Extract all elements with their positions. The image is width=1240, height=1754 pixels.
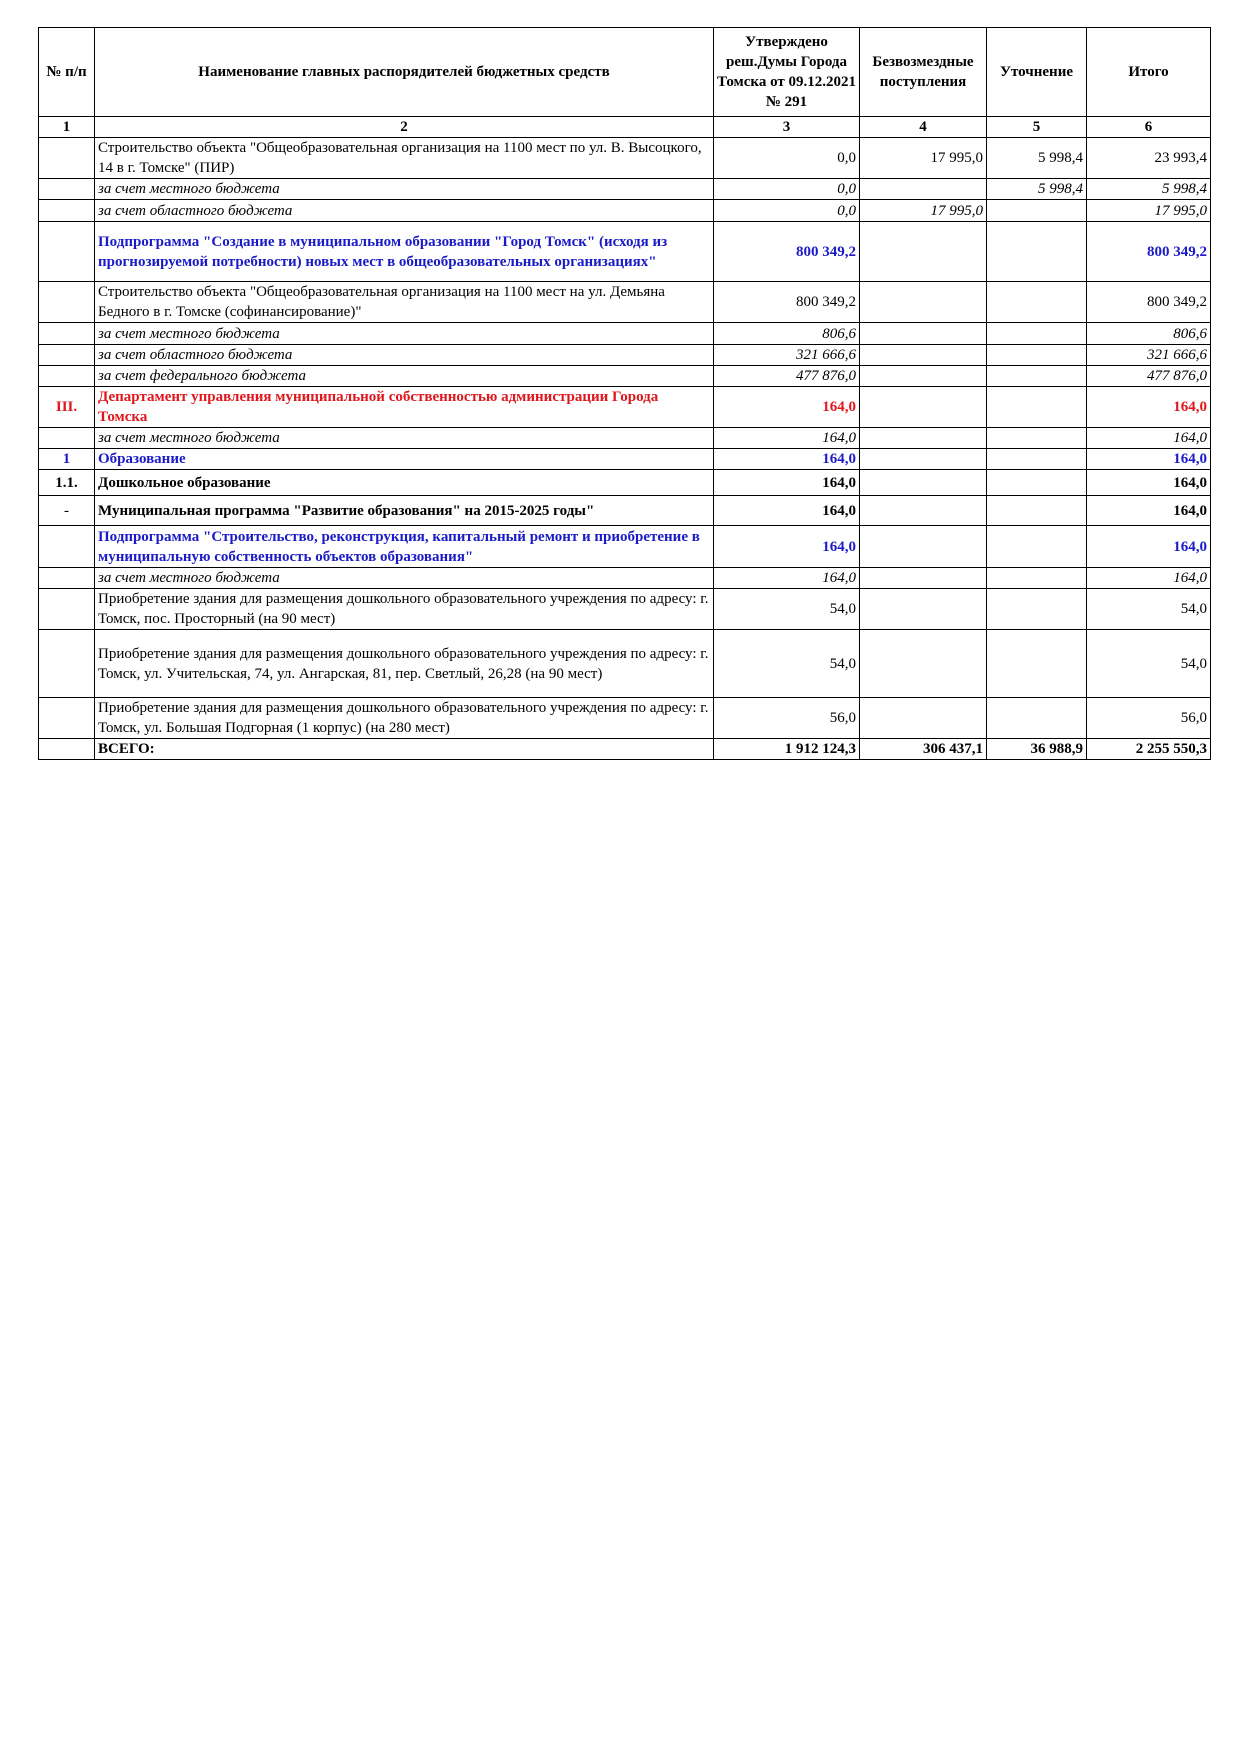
row-approved-value: 54,0: [714, 630, 860, 698]
row-approved-value: 806,6: [714, 323, 860, 345]
row-total-value: 800 349,2: [1087, 282, 1211, 323]
row-number: [39, 282, 95, 323]
row-total-value: 54,0: [1087, 630, 1211, 698]
header-col-free: Безвозмездные поступления: [860, 28, 987, 117]
row-free-value: 17 995,0: [860, 200, 987, 222]
row-number: [39, 589, 95, 630]
header-col-no: № п/п: [39, 28, 95, 117]
row-clarification-value: 5 998,4: [987, 138, 1087, 179]
column-index: 3: [714, 117, 860, 138]
table-row: [39, 526, 1211, 568]
row-number: [39, 345, 95, 366]
row-approved-value: 164,0: [714, 428, 860, 449]
header-row: [39, 28, 1211, 117]
row-name: Приобретение здания для размещения дошкольного образовательного учреждения по адресу: г. Томск, ул. Большая Подгорная (1 корпус) (на 280 мест): [95, 698, 714, 739]
row-clarification-value: 36 988,9: [987, 739, 1087, 760]
table-row: [39, 739, 1211, 760]
row-name: Приобретение здания для размещения дошкольного образовательного учреждения по адресу: г. Томск, ул. Учительская, 74, ул. Ангарская, 81, пер. Светлый, 26,28 (на 90 мест): [95, 630, 714, 698]
column-index: 2: [95, 117, 714, 138]
row-name: за счет федерального бюджета: [95, 366, 714, 387]
row-free-value: [860, 428, 987, 449]
row-free-value: [860, 387, 987, 428]
header-col-name: Наименование главных распорядителей бюджетных средств: [95, 28, 714, 117]
row-clarification-value: [987, 630, 1087, 698]
table-row: [39, 387, 1211, 428]
row-approved-value: 0,0: [714, 138, 860, 179]
row-free-value: [860, 282, 987, 323]
table-row: [39, 428, 1211, 449]
column-index: 4: [860, 117, 987, 138]
table-row: [39, 179, 1211, 200]
row-approved-value: 800 349,2: [714, 222, 860, 282]
row-number: [39, 323, 95, 345]
row-free-value: [860, 222, 987, 282]
table-body: [39, 138, 1211, 760]
row-total-value: 23 993,4: [1087, 138, 1211, 179]
row-number: 1.1.: [39, 470, 95, 496]
row-clarification-value: [987, 568, 1087, 589]
row-free-value: [860, 366, 987, 387]
row-number: III.: [39, 387, 95, 428]
row-total-value: 164,0: [1087, 449, 1211, 470]
table-row: [39, 345, 1211, 366]
row-approved-value: 164,0: [714, 449, 860, 470]
row-free-value: [860, 526, 987, 568]
row-total-value: 5 998,4: [1087, 179, 1211, 200]
table-row: [39, 470, 1211, 496]
row-total-value: 164,0: [1087, 470, 1211, 496]
row-total-value: 800 349,2: [1087, 222, 1211, 282]
row-number: [39, 428, 95, 449]
header-col-clarification: Уточнение: [987, 28, 1087, 117]
table-row: [39, 366, 1211, 387]
row-name: за счет областного бюджета: [95, 345, 714, 366]
row-name: за счет местного бюджета: [95, 179, 714, 200]
row-total-value: 56,0: [1087, 698, 1211, 739]
column-index-row: [39, 117, 1211, 138]
table-row: [39, 138, 1211, 179]
row-total-value: 164,0: [1087, 496, 1211, 526]
row-clarification-value: [987, 496, 1087, 526]
row-number: [39, 739, 95, 760]
row-approved-value: 54,0: [714, 589, 860, 630]
row-clarification-value: [987, 282, 1087, 323]
row-name: ВСЕГО:: [95, 739, 714, 760]
row-total-value: 806,6: [1087, 323, 1211, 345]
table-row: [39, 496, 1211, 526]
header-col-total: Итого: [1087, 28, 1211, 117]
row-number: [39, 179, 95, 200]
row-clarification-value: [987, 449, 1087, 470]
row-number: [39, 366, 95, 387]
row-total-value: 54,0: [1087, 589, 1211, 630]
table-row: [39, 449, 1211, 470]
row-name: Департамент управления муниципальной собственностью администрации Города Томска: [95, 387, 714, 428]
row-name: Подпрограмма "Строительство, реконструкция, капитальный ремонт и приобретение в муниципальную собственность объектов образования": [95, 526, 714, 568]
row-free-value: [860, 345, 987, 366]
row-approved-value: 0,0: [714, 200, 860, 222]
row-free-value: [860, 323, 987, 345]
row-free-value: 306 437,1: [860, 739, 987, 760]
row-clarification-value: [987, 323, 1087, 345]
row-free-value: [860, 470, 987, 496]
row-number: [39, 698, 95, 739]
row-approved-value: 164,0: [714, 387, 860, 428]
row-approved-value: 0,0: [714, 179, 860, 200]
budget-table: [38, 27, 1211, 760]
row-free-value: [860, 568, 987, 589]
row-name: Дошкольное образование: [95, 470, 714, 496]
table-row: [39, 323, 1211, 345]
row-clarification-value: [987, 222, 1087, 282]
row-name: Строительство объекта "Общеобразовательная организация на 1100 мест по ул. В. Высоцкого, 14 в г. Томске" (ПИР): [95, 138, 714, 179]
row-clarification-value: [987, 470, 1087, 496]
row-name: за счет местного бюджета: [95, 323, 714, 345]
row-approved-value: 164,0: [714, 526, 860, 568]
row-free-value: [860, 449, 987, 470]
row-total-value: 477 876,0: [1087, 366, 1211, 387]
row-approved-value: 800 349,2: [714, 282, 860, 323]
row-clarification-value: [987, 589, 1087, 630]
row-free-value: [860, 496, 987, 526]
row-name: за счет местного бюджета: [95, 568, 714, 589]
row-clarification-value: [987, 387, 1087, 428]
table-row: [39, 282, 1211, 323]
column-index: 5: [987, 117, 1087, 138]
column-index: 6: [1087, 117, 1211, 138]
row-clarification-value: [987, 526, 1087, 568]
row-number: [39, 200, 95, 222]
row-approved-value: 56,0: [714, 698, 860, 739]
row-clarification-value: [987, 428, 1087, 449]
row-approved-value: 1 912 124,3: [714, 739, 860, 760]
row-number: [39, 630, 95, 698]
table-row: [39, 200, 1211, 222]
row-name: Муниципальная программа "Развитие образования" на 2015-2025 годы": [95, 496, 714, 526]
row-free-value: 17 995,0: [860, 138, 987, 179]
table-row: [39, 589, 1211, 630]
row-approved-value: 164,0: [714, 496, 860, 526]
table-row: [39, 568, 1211, 589]
row-clarification-value: [987, 345, 1087, 366]
row-free-value: [860, 589, 987, 630]
row-approved-value: 164,0: [714, 470, 860, 496]
row-approved-value: 321 666,6: [714, 345, 860, 366]
row-total-value: 17 995,0: [1087, 200, 1211, 222]
row-clarification-value: [987, 698, 1087, 739]
row-total-value: 164,0: [1087, 568, 1211, 589]
row-total-value: 321 666,6: [1087, 345, 1211, 366]
row-number: [39, 568, 95, 589]
row-name: Приобретение здания для размещения дошкольного образовательного учреждения по адресу: г. Томск, пос. Просторный (на 90 мест): [95, 589, 714, 630]
row-number: 1: [39, 449, 95, 470]
row-approved-value: 164,0: [714, 568, 860, 589]
row-name: за счет областного бюджета: [95, 200, 714, 222]
row-name: Строительство объекта "Общеобразовательная организация на 1100 мест на ул. Демьяна Бедного в г. Томске (софинансирование)": [95, 282, 714, 323]
row-name: Подпрограмма "Создание в муниципальном образовании "Город Томск" (исходя из прогнозируемой потребности) новых мест в общеобразовательных организациях": [95, 222, 714, 282]
row-free-value: [860, 179, 987, 200]
row-total-value: 164,0: [1087, 428, 1211, 449]
row-name: Образование: [95, 449, 714, 470]
column-index: 1: [39, 117, 95, 138]
table-row: [39, 630, 1211, 698]
row-number: -: [39, 496, 95, 526]
row-free-value: [860, 630, 987, 698]
row-total-value: 2 255 550,3: [1087, 739, 1211, 760]
row-approved-value: 477 876,0: [714, 366, 860, 387]
row-total-value: 164,0: [1087, 387, 1211, 428]
row-clarification-value: [987, 366, 1087, 387]
row-clarification-value: [987, 200, 1087, 222]
table-row: [39, 698, 1211, 739]
row-free-value: [860, 698, 987, 739]
row-number: [39, 526, 95, 568]
table-row: [39, 222, 1211, 282]
header-col-approved: Утверждено реш.Думы Города Томска от 09.12.2021 № 291: [714, 28, 860, 117]
row-name: за счет местного бюджета: [95, 428, 714, 449]
row-number: [39, 222, 95, 282]
row-total-value: 164,0: [1087, 526, 1211, 568]
row-clarification-value: 5 998,4: [987, 179, 1087, 200]
row-number: [39, 138, 95, 179]
